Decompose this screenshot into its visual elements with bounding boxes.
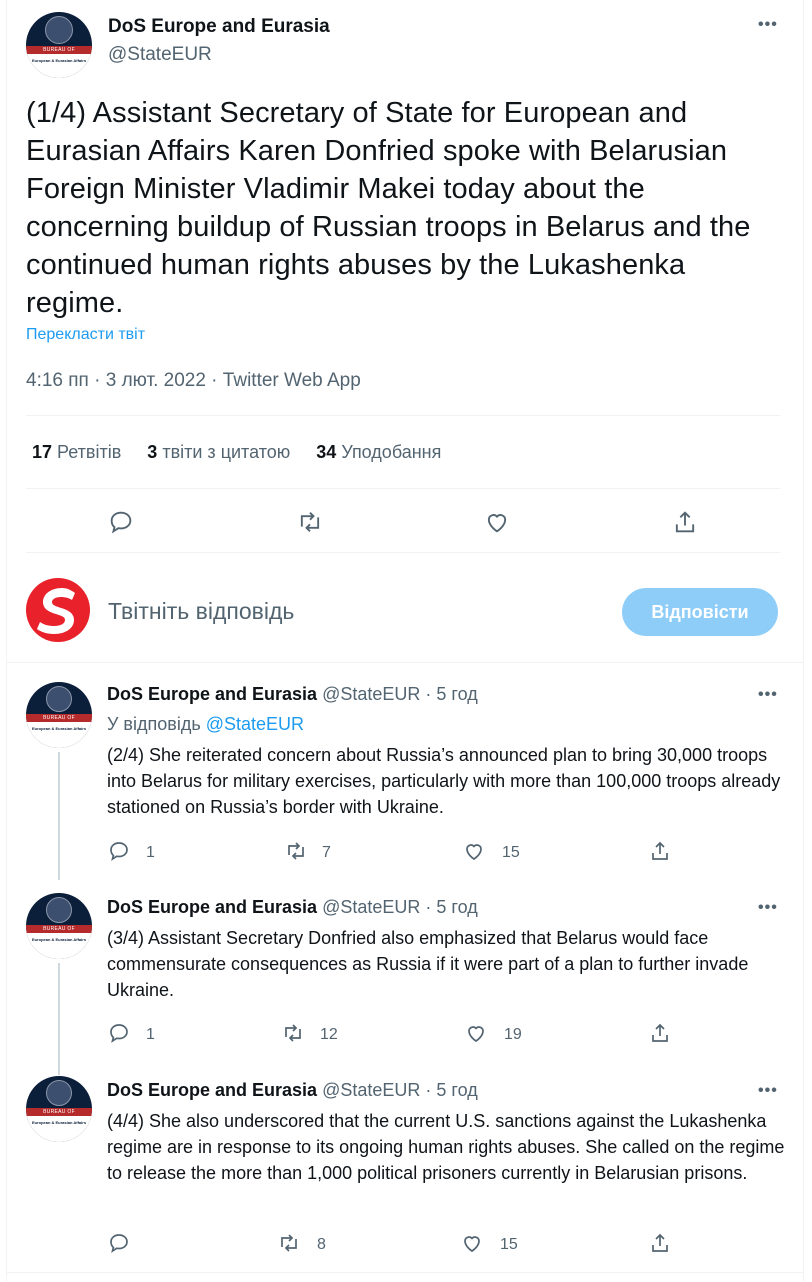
translate-link[interactable]: Перекласти твіт (26, 326, 146, 343)
author-handle[interactable]: @StateEUR (322, 1080, 421, 1100)
tweet-text: (2/4) She reiterated concern about Russia’s announced plan to bring 30,000 troops into Belarus for military exercises, particularly with more than 100,000 troops already stationed on Russia’s border with Ukraine. (107, 745, 781, 817)
quotes-stat[interactable] (147, 442, 290, 463)
like-count: 19 (504, 1026, 522, 1043)
avatar-band: BUREAU OF (26, 925, 92, 933)
tweet-stats (32, 442, 441, 463)
more-icon[interactable]: ••• (758, 1082, 778, 1099)
tweet-header (107, 1080, 478, 1101)
likes-count: 34 (316, 442, 337, 462)
reply-icon[interactable] (107, 1021, 131, 1045)
state-seal-icon (46, 897, 72, 923)
more-icon[interactable]: ••• (758, 16, 778, 33)
thread-connector (58, 963, 60, 1075)
like-count: 15 (500, 1236, 518, 1253)
in-reply-prefix: У відповідь (107, 714, 201, 734)
share-icon[interactable] (648, 1231, 672, 1255)
retweet-icon[interactable] (281, 1021, 305, 1045)
retweets-count: 17 (32, 442, 53, 462)
quotes-count: 3 (147, 442, 158, 462)
like-icon[interactable] (464, 1021, 488, 1045)
like-icon[interactable] (460, 1231, 484, 1255)
tweet-time[interactable]: · 5 год (425, 897, 478, 917)
reply-icon[interactable] (107, 839, 131, 863)
author-handle[interactable]: @StateEUR (322, 684, 421, 704)
retweet-icon[interactable] (296, 508, 324, 536)
reply-count: 1 (146, 1026, 155, 1043)
retweets-label: Ретвітів (57, 442, 122, 462)
tweet-actions (0, 838, 812, 866)
state-seal-icon (46, 686, 72, 712)
avatar-subtitle: European & Eurasian Affairs (26, 722, 92, 748)
author-handle[interactable]: @StateEUR (108, 44, 212, 65)
retweet-count: 8 (317, 1236, 326, 1253)
tweet-header (107, 684, 478, 705)
tweet-time[interactable]: · 5 год (425, 1080, 478, 1100)
avatar-band: BUREAU OF (26, 1108, 92, 1116)
author-name[interactable]: DoS Europe and Eurasia (107, 684, 318, 704)
author-handle[interactable]: @StateEUR (322, 897, 421, 917)
retweet-icon[interactable] (277, 1231, 301, 1255)
tweet-actions (0, 504, 812, 540)
user-logo-icon (26, 578, 90, 642)
reply-input[interactable]: Твітніть відповідь (108, 598, 295, 624)
share-icon[interactable] (671, 508, 699, 536)
more-icon[interactable]: ••• (758, 899, 778, 916)
tweet-meta[interactable]: 4:16 пп · 3 лют. 2022 · Twitter Web App (26, 370, 361, 391)
user-avatar[interactable] (26, 578, 90, 642)
like-icon[interactable] (462, 839, 486, 863)
author-avatar[interactable] (26, 1076, 92, 1142)
in-reply-handle[interactable]: @StateEUR (205, 714, 305, 734)
tweet-actions (0, 1020, 812, 1048)
tweet-text: (3/4) Assistant Secretary Donfried also emphasized that Belarus would face commensurate consequences as Russia if it were part of a plan to further invade Ukraine. (107, 928, 749, 1000)
author-name[interactable]: DoS Europe and Eurasia (107, 897, 318, 917)
avatar-subtitle: European & Eurasian Affairs (26, 54, 92, 78)
author-avatar[interactable] (26, 893, 92, 959)
state-seal-icon (45, 16, 73, 44)
retweet-icon[interactable] (284, 839, 308, 863)
quotes-label: твіти з цитатою (162, 442, 291, 462)
divider (6, 1272, 804, 1273)
share-icon[interactable] (648, 1021, 672, 1045)
avatar-subtitle: European & Eurasian Affairs (26, 933, 92, 959)
avatar-band: BUREAU OF (26, 46, 92, 54)
state-seal-icon (46, 1080, 72, 1106)
share-icon[interactable] (648, 839, 672, 863)
like-count: 15 (502, 844, 520, 861)
author-avatar[interactable] (26, 12, 92, 78)
retweets-stat[interactable] (32, 442, 121, 463)
author-avatar[interactable] (26, 682, 92, 748)
more-icon[interactable]: ••• (758, 686, 778, 703)
tweet-actions (0, 1230, 812, 1258)
retweet-count: 12 (320, 1026, 338, 1043)
author-name[interactable]: DoS Europe and Eurasia (108, 16, 330, 37)
tweet-header (107, 897, 478, 918)
reply-icon[interactable] (107, 1231, 131, 1255)
reply-button[interactable]: Відповісти (622, 588, 778, 636)
like-icon[interactable] (483, 508, 511, 536)
reply-count: 1 (146, 844, 155, 861)
avatar-band: BUREAU OF (26, 714, 92, 722)
divider (26, 552, 780, 553)
divider (6, 662, 804, 663)
in-reply-to (107, 714, 304, 735)
tweet-text: (4/4) She also underscored that the current U.S. sanctions against the Lukashenka regime are in response to its ongoing human rights abuses. She called on the regime to release the more than 1,000 political prisoners currently in Belarusian prisons. (107, 1111, 785, 1183)
tweet-text: (1/4) Assistant Secretary of State for European and Eurasian Affairs Karen Donfried spoke with Belarusian Foreign Minister Vladimir Makei today about the concerning buildup of Russian troops in Belarus and the continued human rights abuses by the Lukashenka regime. (26, 97, 751, 319)
likes-stat[interactable] (316, 442, 441, 463)
reply-icon[interactable] (107, 508, 135, 536)
avatar-subtitle: European & Eurasian Affairs (26, 1116, 92, 1142)
likes-label: Уподобання (341, 442, 442, 462)
tweet-time[interactable]: · 5 год (425, 684, 478, 704)
author-name[interactable]: DoS Europe and Eurasia (107, 1080, 318, 1100)
divider (26, 488, 780, 489)
retweet-count: 7 (322, 844, 331, 861)
divider (26, 415, 780, 416)
